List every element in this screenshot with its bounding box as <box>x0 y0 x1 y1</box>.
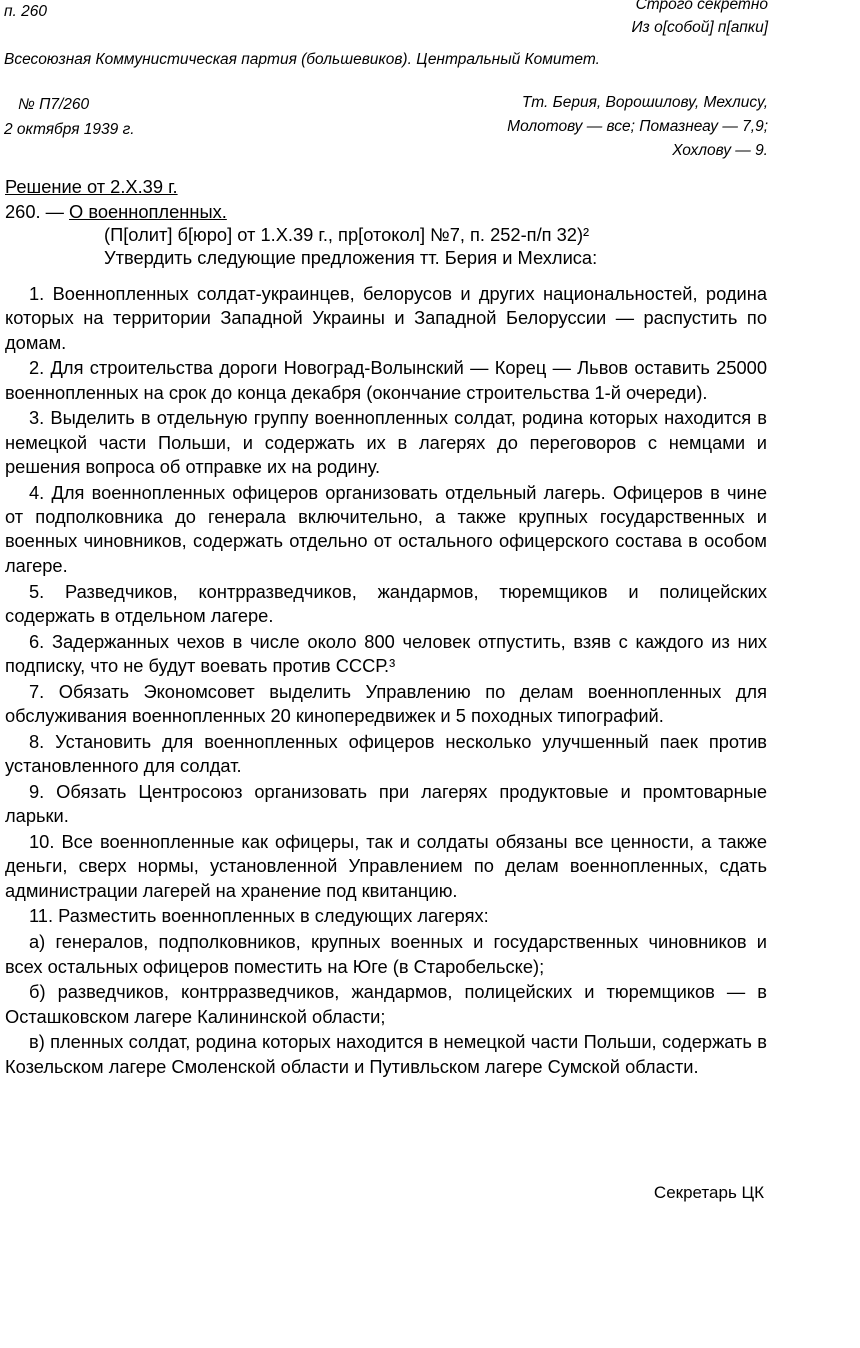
recipients-line: Тт. Берия, Ворошилову, Мехлису, <box>521 94 768 111</box>
document-number: № П7/260 <box>18 96 90 113</box>
recipients-line: Хохлову — 9. <box>672 142 768 159</box>
decision-title <box>5 201 227 223</box>
signature: Секретарь ЦК <box>653 1183 764 1202</box>
item: 2. Для строительства дороги Новоград-Волынский — Корец — Львов оставить 25000 военнопленных на срок до конца декабря (окончание строительства 1-й очереди). <box>5 357 767 403</box>
decision-number: 260. — <box>5 201 70 222</box>
document-date: 2 октября 1939 г. <box>4 121 135 138</box>
item: 11. Разместить военнопленных в следующих лагерях: <box>29 905 489 927</box>
recipients <box>507 91 768 163</box>
decision-items <box>5 282 767 1081</box>
sub-item: в) пленных солдат, родина которых находится в немецкой части Польши, содержать в Козельском лагере Смоленской области и Путивльском лагере Сумской области. <box>5 1031 767 1077</box>
decision-heading: Решение от 2.X.39 г. <box>5 176 178 197</box>
secrecy-stamp: Строго секретно <box>635 0 768 13</box>
item: 5. Разведчиков, контрразведчиков, жандармов, тюремщиков и полицейских содержать в отдельном лагере. <box>5 580 767 626</box>
decision-reference: (П[олит] б[юро] от 1.X.39 г., пр[отокол] №7, п. 252-п/п 32)² <box>104 224 590 245</box>
decision-subject: О военнопленных. <box>69 201 227 222</box>
organization: Всесоюзная Коммунистическая партия (большевиков). Центральный Комитет. <box>4 51 600 68</box>
item: 1. Военнопленных солдат-украинцев, белорусов и других национальностей, родина которых на территории Западной Украины и Западной Белоруссии — распустить по домам. <box>5 283 767 353</box>
recipients-line: Молотову — все; Помазнеау — 7,9; <box>507 118 768 135</box>
decision-intro: Утвердить следующие предложения тт. Берия и Мехлиса: <box>104 247 598 268</box>
page-ref: п. 260 <box>4 3 48 20</box>
item: 6. Задержанных чехов в числе около 800 человек отпустить, взяв с каждого из них подписку, что не будут воевать против СССР.³ <box>5 630 767 676</box>
item: 8. Установить для военнопленных офицеров несколько улучшенный паек против установленного для солдат. <box>5 730 767 777</box>
sub-item: б) разведчиков, контрразведчиков, жандармов, полицейских и тюремщиков — в Осташковском лагере Калининской области; <box>5 981 767 1027</box>
folder-mark: Из о[собой] п[апки] <box>631 19 768 36</box>
item: 7. Обязать Экономсовет выделить Управлению по делам военнопленных для обслуживания военнопленных 20 кинопередвижек и 5 походных типографий. <box>5 680 767 727</box>
item: 10. Все военнопленные как офицеры, так и солдаты обязаны все ценности, а также деньги, сверх нормы, установленной Управлением по делам военнопленных, сдать администрации лагерей на хранение под квитанцию. <box>5 831 767 901</box>
item: 3. Выделить в отдельную группу военнопленных солдат, родина которых находится в немецкой части Польши, и содержать их в лагерях до переговоров с немцами и решения вопроса об отправке их на родину. <box>5 407 767 478</box>
item: 9. Обязать Центросоюз организовать при лагерях продуктовые и промтоварные ларьки. <box>5 780 767 827</box>
item: 4. Для военнопленных офицеров организовать отдельный лагерь. Офицеров в чине от подполковника до генерала включительно, а также крупных государственных и военных чиновников, содержать отдельно от остального офицерского состава в особом лагере. <box>5 481 767 576</box>
sub-item: а) генералов, подполковников, крупных военных и государственных чиновников и всех остальных офицеров поместить на Юге (в Старобельске); <box>5 931 767 977</box>
